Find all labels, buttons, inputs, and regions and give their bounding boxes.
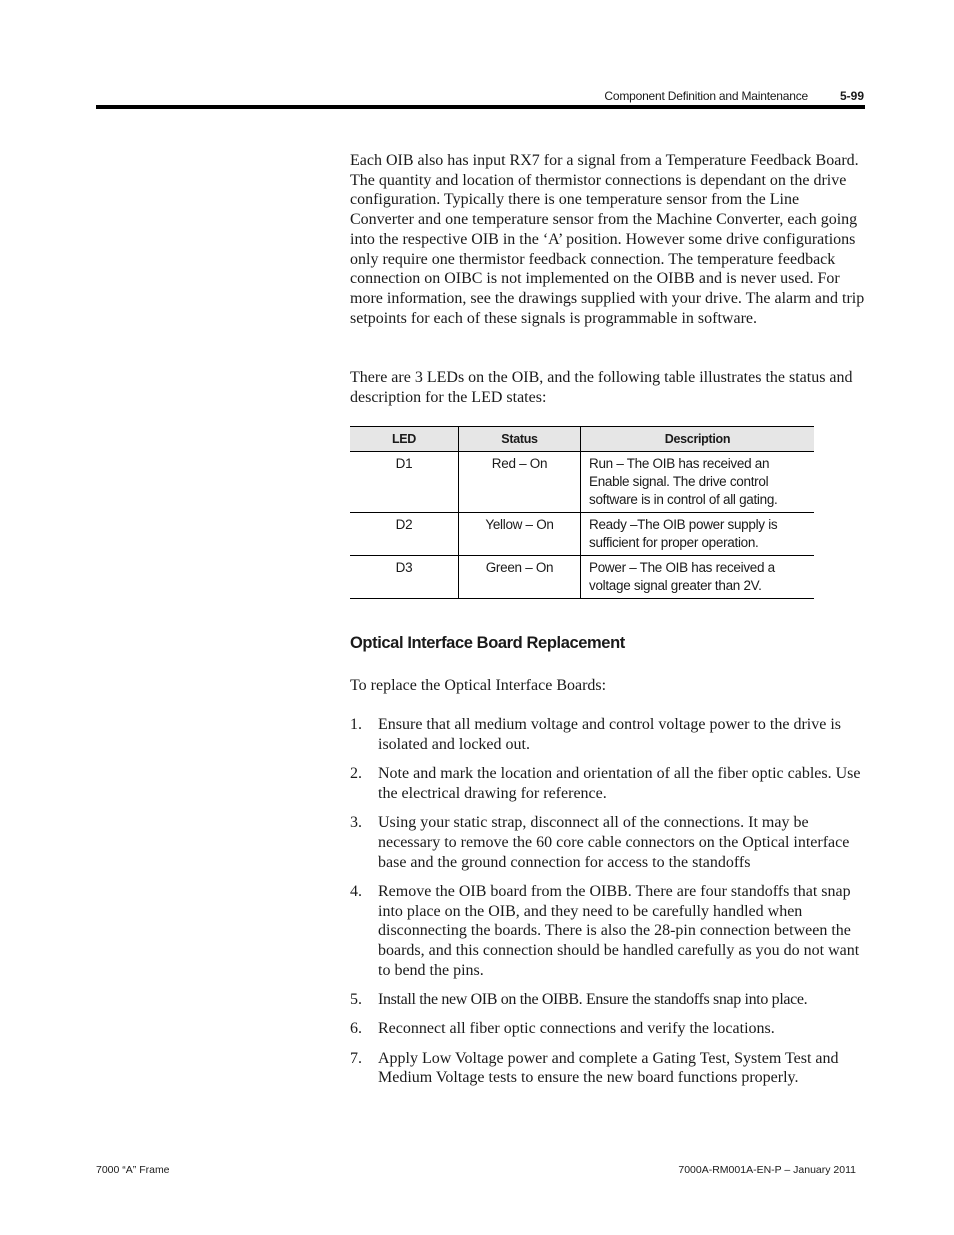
page-number: 5-99 — [840, 89, 865, 103]
column-header-description: Description — [581, 427, 815, 452]
description-cell: Power – The OIB has received a voltage signal greater than 2V. — [581, 556, 815, 599]
list-item — [350, 990, 870, 1010]
section-heading: Optical Interface Board Replacement — [350, 634, 625, 652]
step-number: 3. — [350, 813, 362, 831]
running-header-title: Component Definition and Maintenance — [604, 89, 808, 103]
table-row — [350, 513, 814, 556]
step-number: 7. — [350, 1049, 362, 1067]
step-number: 1. — [350, 716, 362, 733]
step-number: 4. — [350, 882, 362, 900]
led-status-table — [350, 426, 814, 599]
table-row — [350, 452, 814, 513]
step-text: Using your static strap, disconnect all of the connections. It may be necessary to remove the 60 core cable connectors on the Optical interface base and the ground connection for access to the standoffs — [378, 813, 850, 871]
step-number: 6. — [350, 1020, 362, 1038]
status-cell: Yellow – On — [459, 513, 581, 556]
footer-product: 7000 “A” Frame — [96, 1164, 170, 1176]
intro-paragraph-1-block — [350, 151, 865, 328]
led-cell: D3 — [350, 556, 459, 599]
step-text: Reconnect all fiber optic connections and verify the locations. — [378, 1020, 775, 1038]
description-cell: Ready –The OIB power supply is sufficient for proper operation. — [581, 513, 815, 556]
replacement-steps-list — [350, 715, 870, 1097]
column-header-status: Status — [459, 427, 581, 452]
section-intro-block — [350, 676, 865, 696]
step-text: Remove the OIB board from the OIBB. There are four standoffs that snap into place on the OIB, and they need to be carefully handled when disconnecting the boards. There is also the 28-pin connection between the boards, and this connection should be handled carefully as you do not want to bend the pins. — [378, 882, 860, 979]
footer-publication: 7000A-RM001A-EN-P – January 2011 — [678, 1164, 856, 1176]
list-item — [350, 764, 870, 804]
list-item — [350, 882, 870, 981]
step-number: 5. — [350, 991, 362, 1009]
step-text: Ensure that all medium voltage and control voltage power to the drive is isolated and locked out. — [378, 716, 841, 753]
step-number: 2. — [350, 764, 362, 782]
column-header-led: LED — [350, 427, 459, 452]
description-cell: Run – The OIB has received an Enable signal. The drive control software is in control of all gating. — [581, 452, 815, 513]
status-cell: Red – On — [459, 452, 581, 513]
step-text: Apply Low Voltage power and complete a Gating Test, System Test and Medium Voltage tests to ensure the new board functions properly. — [378, 1049, 839, 1087]
list-item — [350, 813, 870, 872]
table-header-row — [350, 427, 814, 452]
list-item — [350, 1019, 870, 1039]
step-text: Note and mark the location and orientation of all the fiber optic cables. Use the electrical drawing for reference. — [378, 764, 861, 802]
status-cell: Green – On — [459, 556, 581, 599]
list-item — [350, 715, 870, 755]
table-row — [350, 556, 814, 599]
table-intro-paragraph: There are 3 LEDs on the OIB, and the following table illustrates the status and description for the LED states: — [350, 369, 853, 406]
header-rule — [96, 105, 865, 109]
intro-paragraph-2-block — [350, 368, 865, 407]
led-cell: D1 — [350, 452, 459, 513]
led-cell: D2 — [350, 513, 459, 556]
section-intro: To replace the Optical Interface Boards: — [350, 677, 607, 694]
intro-paragraph: Each OIB also has input RX7 for a signal from a Temperature Feedback Board. The quantity and location of thermistor connections is dependant on the drive configuration. Typically there is one temperature sensor from the Line Converter and one temperature sensor from the Machine Converter, each going into the respective OIB in the ‘A’ position. However some drive configurations only require one thermistor feedback connection. The temperature feedback connection on OIBC is not implemented on the OIBB and is never used. For more information, see the drawings supplied with your drive. The alarm and trip setpoints for each of these signals is programmable in software. — [350, 152, 865, 327]
list-item — [350, 1049, 870, 1089]
step-text: Install the new OIB on the OIBB. Ensure the standoffs snap into place. — [378, 991, 808, 1009]
